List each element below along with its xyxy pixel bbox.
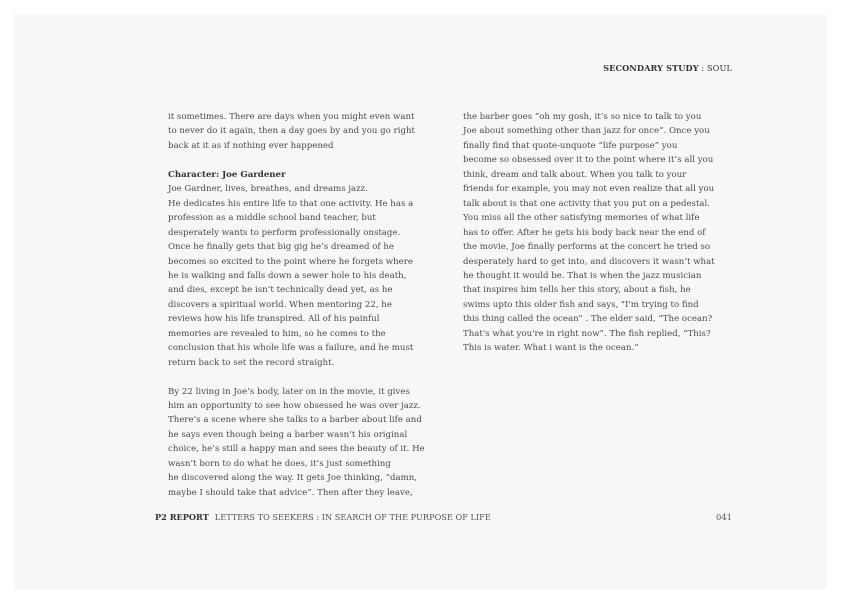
left-column xyxy=(168,110,425,500)
text-line: friends for example, you may not even realize that all you xyxy=(463,184,715,195)
text-line: the movie, Joe finally performs at the concert he tried so xyxy=(463,242,711,253)
text-line: he thought it would be. That is when the jazz musician xyxy=(463,270,702,281)
text-line: There’s a scene where she talks to a barber about life and xyxy=(168,415,422,426)
text-line: profession as a middle school band teacher, but xyxy=(168,213,376,224)
text-line: the barber goes “oh my gosh, it’s so nice to talk to you xyxy=(463,112,702,122)
running-header xyxy=(603,63,732,73)
text-line: memories are revealed to him, so he comes to the xyxy=(168,328,386,339)
running-footer xyxy=(155,512,491,522)
text-line: and dies, except he isn’t technically dead yet, as he xyxy=(168,285,393,296)
left-paragraph-3 xyxy=(168,385,425,501)
text-line: talk about is that one activity that you put on a pedestal. xyxy=(463,198,711,209)
page-number: 041 xyxy=(716,512,732,522)
footer-report-label: P2 REPORT xyxy=(155,512,209,522)
text-line: think, dream and talk about. When you talk to your xyxy=(463,169,687,180)
text-line: Once he finally gets that big gig he’s dreamed of he xyxy=(168,242,394,253)
text-line: he discovered along the way. It gets Joe thinking, “damn, xyxy=(168,473,417,484)
header-topic: SOUL xyxy=(706,63,732,73)
header-section: SECONDARY STUDY xyxy=(603,63,699,73)
text-line: it sometimes. There are days when you might even want xyxy=(168,112,415,122)
text-line: maybe I should take that advice”. Then after they leave, xyxy=(168,487,413,498)
character-heading: Character: Joe Gardener xyxy=(168,169,286,180)
left-paragraph-1 xyxy=(168,110,418,153)
text-line: to never do it again, then a day goes by and you go right xyxy=(168,126,415,137)
text-line: You miss all the other satisfying memories of what life xyxy=(463,213,700,224)
text-line: By 22 living in Joe’s body, later on in the movie, it gives xyxy=(168,386,410,397)
text-line: This is water. What i want is the ocean.” xyxy=(463,343,639,354)
text-line: back at it as if nothing ever happened xyxy=(168,140,334,151)
right-paragraph-1 xyxy=(463,110,721,356)
text-line: desperately hard to get into, and discovers it wasn’t what xyxy=(463,256,715,267)
text-line: conclusion that his whole life was a failure, and he must xyxy=(168,343,414,354)
left-paragraph-2 xyxy=(168,182,418,370)
text-line: he is walking and falls down a sewer hole to his death, xyxy=(168,270,407,281)
text-line: become so obsessed over it to the point where it’s all you xyxy=(463,155,714,166)
header-separator: : xyxy=(698,63,707,73)
text-line: this thing called the ocean" . The elder said, “The ocean? xyxy=(463,314,713,325)
text-line: Joe about something other than jazz for once”. Once you xyxy=(463,126,710,137)
right-column xyxy=(463,110,721,356)
text-line: he says even though being a barber wasn’t his original xyxy=(168,429,408,440)
text-line: That's what you're in right now”. The fish replied, “This? xyxy=(463,328,711,339)
text-line: finally find that quote-unquote “life purpose” you xyxy=(463,140,678,151)
text-line: reviews how his life transpired. All of his painful xyxy=(168,314,380,325)
text-line: him an opportunity to see how obsessed he was over jazz. xyxy=(168,401,421,412)
text-line: wasn’t born to do what he does, it’s just something xyxy=(168,458,391,469)
text-line: swims upto this older fish and says, "I'm trying to find xyxy=(463,299,699,310)
text-line: desperately wants to perform professionally onstage. xyxy=(168,227,401,238)
text-line: Joe Gardner, lives, breathes, and dreams jazz. xyxy=(168,184,368,195)
text-line: that inspires him tells her this story, about a fish, he xyxy=(463,285,691,296)
text-line: choice, he’s still a happy man and sees the beauty of it. He xyxy=(168,444,425,455)
footer-title: LETTERS TO SEEKERS : IN SEARCH OF THE PURPOSE OF LIFE xyxy=(214,512,491,522)
text-line: has to offer. After he gets his body back near the end of xyxy=(463,227,706,238)
text-line: return back to set the record straight. xyxy=(168,357,335,368)
text-line: He dedicates his entire life to that one activity. He has a xyxy=(168,198,414,209)
text-line: discovers a spiritual world. When mentoring 22, he xyxy=(168,299,392,310)
text-line: becomes so excited to the point where he forgets where xyxy=(168,256,413,267)
